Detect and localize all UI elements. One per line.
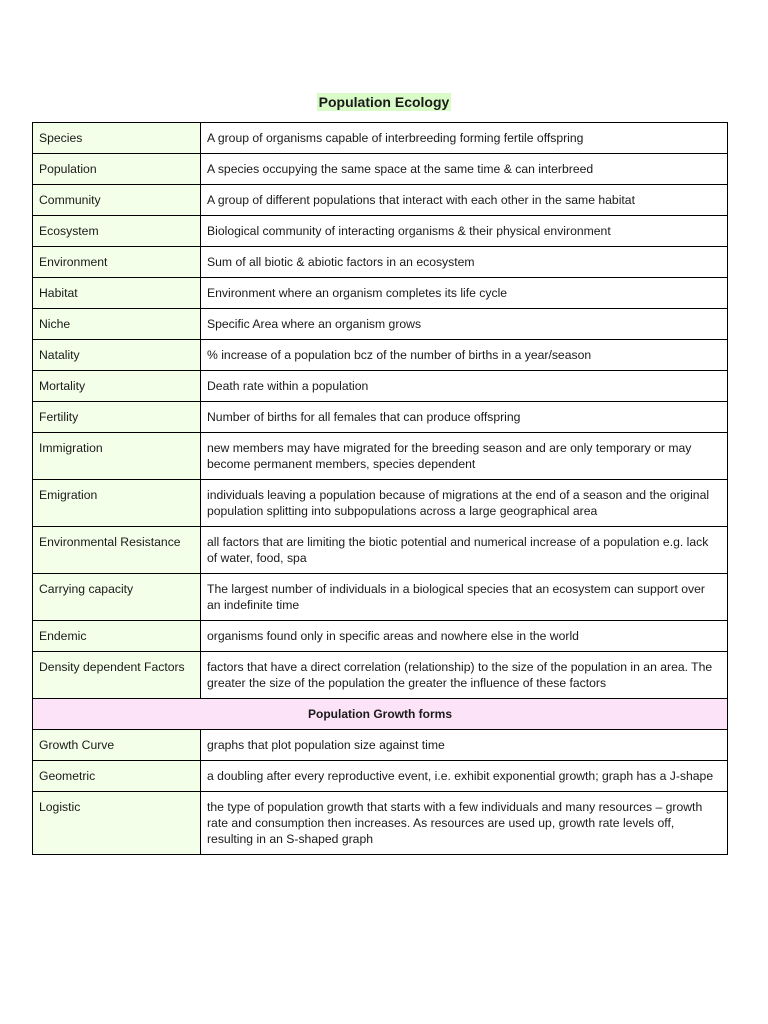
term-cell: Fertility: [33, 402, 201, 433]
term-cell: Habitat: [33, 278, 201, 309]
definition-cell: Environment where an organism completes its life cycle: [201, 278, 728, 309]
table-row: [33, 652, 728, 699]
table-row: [33, 730, 728, 761]
definition-cell: A species occupying the same space at the same time & can interbreed: [201, 154, 728, 185]
term-cell: Species: [33, 123, 201, 154]
definition-cell: % increase of a population bcz of the number of births in a year/season: [201, 340, 728, 371]
table-row: [33, 123, 728, 154]
definition-cell: Biological community of interacting organisms & their physical environment: [201, 216, 728, 247]
definition-cell: graphs that plot population size against time: [201, 730, 728, 761]
glossary-body: [33, 123, 728, 855]
section-heading: Population Growth forms: [33, 699, 728, 730]
table-row: [33, 527, 728, 574]
definition-cell: the type of population growth that starts with a few individuals and many resources – growth rate and consumption then increases. As resources are used up, growth rate levels off, resulting in an S-shaped graph: [201, 792, 728, 855]
page-title-text: Population Ecology: [318, 94, 450, 110]
definition-cell: Number of births for all females that can produce offspring: [201, 402, 728, 433]
definition-cell: individuals leaving a population because of migrations at the end of a season and the original population splitting into subpopulations across a large geographical area: [201, 480, 728, 527]
table-row: [33, 216, 728, 247]
term-cell: Environment: [33, 247, 201, 278]
section-heading-row: [33, 699, 728, 730]
table-row: [33, 621, 728, 652]
definition-cell: A group of different populations that interact with each other in the same habitat: [201, 185, 728, 216]
term-cell: Niche: [33, 309, 201, 340]
term-cell: Endemic: [33, 621, 201, 652]
page-title: [0, 92, 768, 112]
definition-cell: Death rate within a population: [201, 371, 728, 402]
term-cell: Mortality: [33, 371, 201, 402]
definition-cell: A group of organisms capable of interbreeding forming fertile offspring: [201, 123, 728, 154]
term-cell: Geometric: [33, 761, 201, 792]
table-row: [33, 574, 728, 621]
table-row: [33, 371, 728, 402]
term-cell: Natality: [33, 340, 201, 371]
term-cell: Emigration: [33, 480, 201, 527]
definition-cell: new members may have migrated for the breeding season and are only temporary or may become permanent members, species dependent: [201, 433, 728, 480]
term-cell: Population: [33, 154, 201, 185]
table-row: [33, 309, 728, 340]
term-cell: Immigration: [33, 433, 201, 480]
term-cell: Density dependent Factors: [33, 652, 201, 699]
definition-cell: organisms found only in specific areas and nowhere else in the world: [201, 621, 728, 652]
definition-cell: Specific Area where an organism grows: [201, 309, 728, 340]
glossary-table: [32, 122, 728, 855]
table-row: [33, 154, 728, 185]
definition-cell: all factors that are limiting the biotic potential and numerical increase of a population e.g. lack of water, food, spa: [201, 527, 728, 574]
definition-cell: Sum of all biotic & abiotic factors in an ecosystem: [201, 247, 728, 278]
table-row: [33, 761, 728, 792]
table-row: [33, 433, 728, 480]
table-row: [33, 340, 728, 371]
table-row: [33, 247, 728, 278]
table-row: [33, 402, 728, 433]
term-cell: Ecosystem: [33, 216, 201, 247]
term-cell: Logistic: [33, 792, 201, 855]
definition-cell: factors that have a direct correlation (relationship) to the size of the population in an area. The greater the size of the population the greater the influence of these factors: [201, 652, 728, 699]
table-row: [33, 278, 728, 309]
definition-cell: The largest number of individuals in a biological species that an ecosystem can support over an indefinite time: [201, 574, 728, 621]
table-row: [33, 480, 728, 527]
table-row: [33, 185, 728, 216]
term-cell: Community: [33, 185, 201, 216]
term-cell: Carrying capacity: [33, 574, 201, 621]
definition-cell: a doubling after every reproductive event, i.e. exhibit exponential growth; graph has a J-shape: [201, 761, 728, 792]
term-cell: Environmental Resistance: [33, 527, 201, 574]
table-row: [33, 792, 728, 855]
term-cell: Growth Curve: [33, 730, 201, 761]
